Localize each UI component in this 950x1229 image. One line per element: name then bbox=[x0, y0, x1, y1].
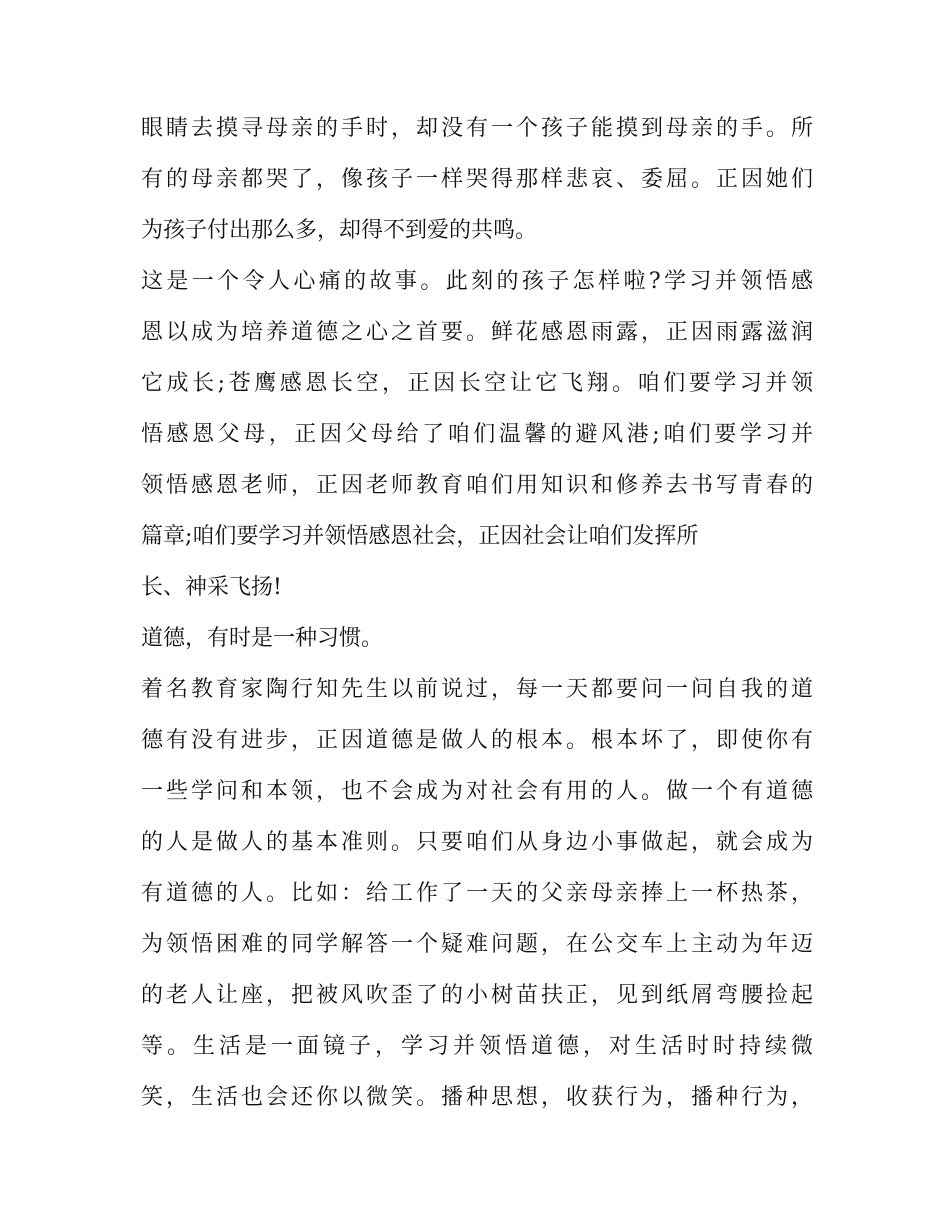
text-line-13: 德有没有进步，正因道德是做人的根本。根本坏了，即使你有 bbox=[141, 728, 813, 753]
text-line-20: 笑，生活也会还你以微笑。播种思想，收获行为，播种行为， bbox=[141, 1085, 813, 1110]
text-line-3: 为孩子付出那么多，却得不到爱的共鸣。 bbox=[141, 218, 538, 243]
text-line-5: 恩以成为培养道德之心之首要。鲜花感恩雨露，正因雨露滋润 bbox=[141, 320, 813, 345]
text-line-4: 这是一个令人心痛的故事。此刻的孩子怎样啦?学习并领悟感 bbox=[141, 269, 813, 294]
text-line-19: 等。生活是一面镜子，学习并领悟道德，对生活时时持续微 bbox=[141, 1034, 813, 1059]
text-line-10: 长、神采飞扬! bbox=[141, 575, 282, 600]
text-line-6: 它成长;苍鹰感恩长空，正因长空让它飞翔。咱们要学习并领 bbox=[141, 371, 813, 396]
text-line-9: 篇章;咱们要学习并领悟感恩社会，正因社会让咱们发挥所 bbox=[141, 524, 699, 549]
text-line-15: 的人是做人的基本准则。只要咱们从身边小事做起，就会成为 bbox=[141, 830, 813, 855]
text-line-2: 有的母亲都哭了，像孩子一样哭得那样悲哀、委屈。正因她们 bbox=[141, 167, 813, 192]
text-line-18: 的老人让座，把被风吹歪了的小树苗扶正，见到纸屑弯腰捡起 bbox=[141, 983, 813, 1008]
text-line-16: 有道德的人。比如：给工作了一天的父亲母亲捧上一杯热茶， bbox=[141, 881, 813, 906]
text-line-12: 着名教育家陶行知先生以前说过，每一天都要问一问自我的道 bbox=[141, 677, 813, 702]
body-text bbox=[141, 103, 813, 1123]
text-line-1: 眼睛去摸寻母亲的手时，却没有一个孩子能摸到母亲的手。所 bbox=[141, 116, 813, 141]
text-line-17: 为领悟困难的同学解答一个疑难问题，在公交车上主动为年迈 bbox=[141, 932, 813, 957]
text-line-11: 道德，有时是一种习惯。 bbox=[141, 626, 384, 651]
text-line-7: 悟感恩父母，正因父母给了咱们温馨的避风港;咱们要学习并 bbox=[141, 422, 813, 447]
text-line-8: 领悟感恩老师，正因老师教育咱们用知识和修养去书写青春的 bbox=[141, 473, 813, 498]
text-line-14: 一些学问和本领，也不会成为对社会有用的人。做一个有道德 bbox=[141, 779, 813, 804]
